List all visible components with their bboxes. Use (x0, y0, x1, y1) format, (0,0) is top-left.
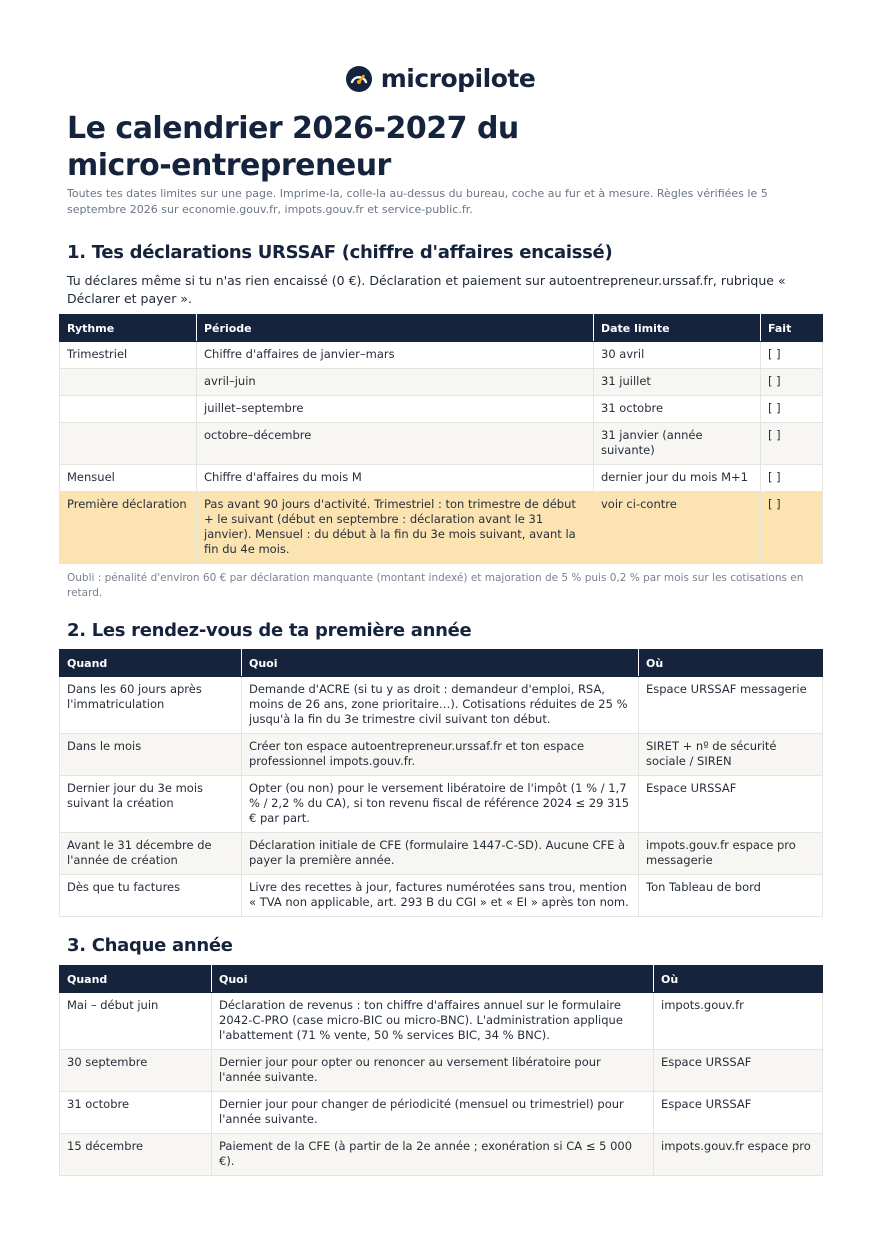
table-cell: Mensuel (60, 465, 197, 492)
table-cell: Dans les 60 jours après l'immatriculation (60, 677, 242, 734)
table-cell: 31 octobre (594, 396, 761, 423)
table-cell: Trimestriel (60, 342, 197, 369)
table-cell (60, 396, 197, 423)
table-row-highlighted (60, 492, 823, 564)
table-row (60, 1092, 823, 1134)
done-checkbox: [ ] (761, 342, 823, 369)
column-header: Où (639, 650, 823, 677)
table-cell: voir ci-contre (594, 492, 761, 564)
table-cell: Espace URSSAF (639, 776, 823, 833)
table-cell: Demande d'ACRE (si tu y as droit : demandeur d'emploi, RSA, moins de 26 ans, zone prioritaire…). Cotisations réduites de 25 % jusqu'à la fin du 3e trimestre civil suivant ton début. (242, 677, 639, 734)
intro-text: Toutes tes dates limites sur une page. Imprime-la, colle-la au-dessus du bureau, coche au fur et à mesure. Règles vérifiées le 5 septembre 2026 sur economie.gouv.fr, impots.gouv.fr et service-public.fr. (67, 187, 768, 216)
table-cell: 31 juillet (594, 369, 761, 396)
column-header: Quoi (212, 966, 654, 993)
table-cell: SIRET + nº de sécurité sociale / SIREN (639, 734, 823, 776)
table-cell: Avant le 31 décembre de l'année de création (60, 833, 242, 875)
table-cell: Chiffre d'affaires de janvier–mars (197, 342, 594, 369)
section-first-year-title: 2. Les rendez-vous de ta première année (67, 620, 472, 641)
table-cell: Première déclaration (60, 492, 197, 564)
table-cell: Dernier jour pour opter ou renoncer au versement libératoire pour l'année suivante. (212, 1050, 654, 1092)
column-header: Quand (60, 650, 242, 677)
done-checkbox: [ ] (761, 465, 823, 492)
table-row (60, 734, 823, 776)
table-row (60, 1050, 823, 1092)
column-header: Rythme (60, 315, 197, 342)
first-year-table (59, 649, 823, 917)
table-cell: impots.gouv.fr espace pro (654, 1134, 823, 1176)
table-cell (60, 369, 197, 396)
table-cell: juillet–septembre (197, 396, 594, 423)
table-cell: Espace URSSAF (654, 1050, 823, 1092)
done-checkbox: [ ] (761, 423, 823, 465)
table-cell: Déclaration initiale de CFE (formulaire 1447-C-SD). Aucune CFE à payer la première année. (242, 833, 639, 875)
table-cell: 30 avril (594, 342, 761, 369)
table-row (60, 875, 823, 917)
table-cell: Déclaration de revenus : ton chiffre d'affaires annuel sur le formulaire 2042-C-PRO (case micro-BIC ou micro-BNC). L'administration applique l'abattement (71 % vente, 50 % services BIC, 34 % BNC). (212, 993, 654, 1050)
table-header-row (60, 315, 823, 342)
table-cell: Pas avant 90 jours d'activité. Trimestriel : ton trimestre de début + le suivant (début en septembre : déclaration avant le 31 janvier). Mensuel : du début à la fin du 3e mois suivant, avant la fin du 4e mois. (197, 492, 594, 564)
table-cell: impots.gouv.fr espace pro messagerie (639, 833, 823, 875)
yearly-table (59, 965, 823, 1176)
table-row (60, 342, 823, 369)
table-cell: 31 janvier (année suivante) (594, 423, 761, 465)
table-cell: 31 octobre (60, 1092, 212, 1134)
section-urssaf-lead: Tu déclares même si tu n'as rien encaissé (0 €). Déclaration et paiement sur autoentrepreneur.urssaf.fr, rubrique « Déclarer et payer ». (67, 273, 786, 306)
penalty-note: Oubli : pénalité d'environ 60 € par déclaration manquante (montant indexé) et majoration de 5 % puis 0,2 % par mois sur les cotisations en retard. (67, 572, 804, 599)
page-title: Le calendrier 2026-2027 du micro-entrepreneur (67, 111, 519, 183)
table-row (60, 423, 823, 465)
table-cell: Dans le mois (60, 734, 242, 776)
table-row (60, 833, 823, 875)
table-cell: dernier jour du mois M+1 (594, 465, 761, 492)
brand-header (0, 64, 880, 93)
table-cell: Chiffre d'affaires du mois M (197, 465, 594, 492)
table-row (60, 677, 823, 734)
section-urssaf-title: 1. Tes déclarations URSSAF (chiffre d'affaires encaissé) (67, 242, 613, 263)
table-cell: Ton Tableau de bord (639, 875, 823, 917)
table-cell: Livre des recettes à jour, factures numérotées sans trou, mention « TVA non applicable, art. 293 B du CGI » et « EI » après ton nom. (242, 875, 639, 917)
section-yearly-title: 3. Chaque année (67, 935, 233, 956)
column-header: Où (654, 966, 823, 993)
gauge-logo-icon (345, 65, 373, 93)
table-cell: Dernier jour du 3e mois suivant la création (60, 776, 242, 833)
table-cell: 15 décembre (60, 1134, 212, 1176)
table-cell: Dès que tu factures (60, 875, 242, 917)
column-header: Date limite (594, 315, 761, 342)
table-cell: impots.gouv.fr (654, 993, 823, 1050)
column-header: Quoi (242, 650, 639, 677)
table-cell: Créer ton espace autoentrepreneur.urssaf.fr et ton espace professionnel impots.gouv.fr. (242, 734, 639, 776)
table-cell: octobre–décembre (197, 423, 594, 465)
column-header: Quand (60, 966, 212, 993)
table-cell: Dernier jour pour changer de périodicité (mensuel ou trimestriel) pour l'année suivante. (212, 1092, 654, 1134)
table-cell: avril–juin (197, 369, 594, 396)
table-row (60, 369, 823, 396)
urssaf-declarations-table (59, 314, 823, 564)
table-row (60, 396, 823, 423)
table-cell: Espace URSSAF messagerie (639, 677, 823, 734)
done-checkbox: [ ] (761, 396, 823, 423)
table-cell: 30 septembre (60, 1050, 212, 1092)
table-row (60, 465, 823, 492)
table-cell: Espace URSSAF (654, 1092, 823, 1134)
table-header-row (60, 966, 823, 993)
table-header-row (60, 650, 823, 677)
table-row (60, 1134, 823, 1176)
column-header: Fait (761, 315, 823, 342)
done-checkbox: [ ] (761, 492, 823, 564)
column-header: Période (197, 315, 594, 342)
table-cell (60, 423, 197, 465)
brand-name: micropilote (380, 64, 536, 93)
table-cell: Paiement de la CFE (à partir de la 2e année ; exonération si CA ≤ 5 000 €). (212, 1134, 654, 1176)
table-cell: Mai – début juin (60, 993, 212, 1050)
table-row (60, 993, 823, 1050)
table-cell: Opter (ou non) pour le versement libératoire de l'impôt (1 % / 1,7 % / 2,2 % du CA), si ton revenu fiscal de référence 2024 ≤ 29 315 € par part. (242, 776, 639, 833)
done-checkbox: [ ] (761, 369, 823, 396)
table-row (60, 776, 823, 833)
